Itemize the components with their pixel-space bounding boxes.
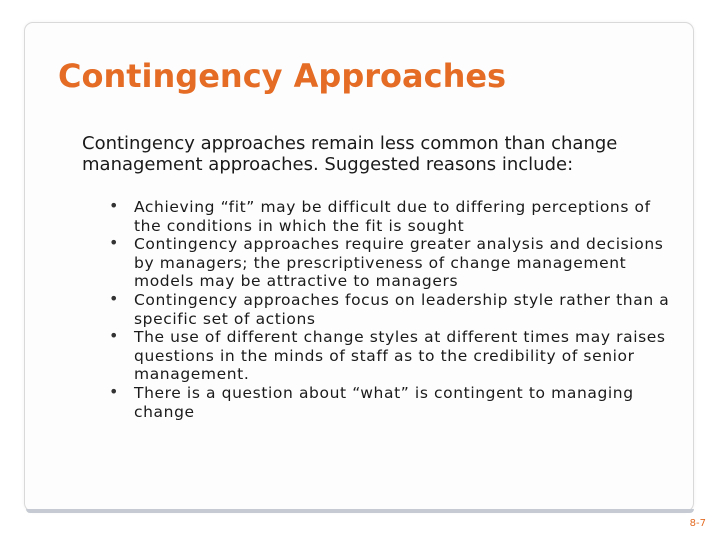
- bullet-item: [106, 288, 676, 328]
- bullet-text: There is a question about “what” is contingent to managing change: [134, 383, 634, 421]
- bullet-item: [106, 198, 676, 235]
- bullet-icon: •: [108, 288, 120, 308]
- slide-bottom-bar: [26, 509, 694, 513]
- bullet-text: The use of different change styles at different times may raises questions in the minds of staff as to the credibility of senior management.: [134, 328, 666, 384]
- bullet-icon: •: [108, 196, 120, 215]
- bullet-icon: •: [108, 233, 120, 253]
- bullet-text: Contingency approaches require greater analysis and decisions by managers; the prescriptiveness of change management models may be attractive to managers: [134, 235, 664, 291]
- bullet-text: Achieving “fit” may be difficult due to differing perceptions of the conditions in which the fit is sought: [134, 198, 651, 235]
- bullet-text: Contingency approaches focus on leadership style rather than a specific set of actions: [134, 290, 670, 328]
- page-number: 8-7: [689, 518, 706, 529]
- bullet-item: [106, 328, 676, 384]
- bullet-icon: •: [108, 326, 120, 346]
- bullet-item: [106, 235, 676, 291]
- bullet-icon: •: [108, 381, 120, 401]
- bullet-list: [106, 198, 676, 421]
- intro-paragraph: Contingency approaches remain less common than change management approaches. Suggested reasons include:: [82, 133, 618, 175]
- bullet-item: [106, 381, 676, 421]
- slide-title: Contingency Approaches: [58, 57, 507, 95]
